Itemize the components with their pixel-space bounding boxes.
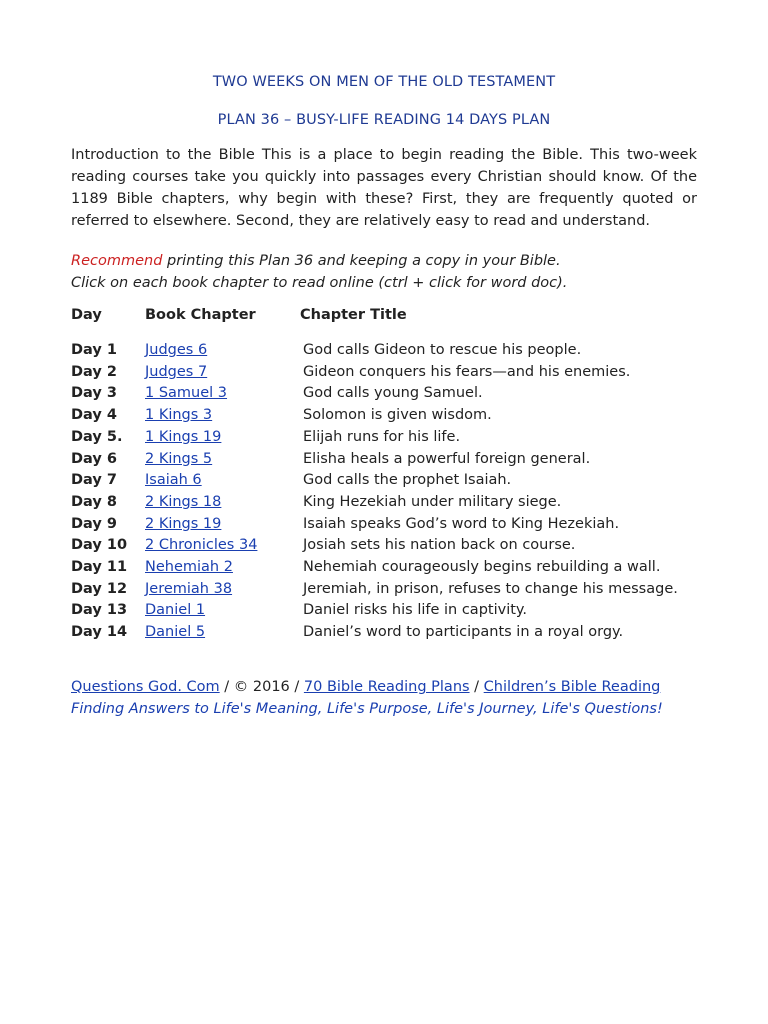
footer-separator: / © 2016 / xyxy=(219,678,304,695)
day-label: Day 7 xyxy=(71,472,117,489)
book-chapter-link[interactable]: 2 Kings 18 xyxy=(145,493,222,510)
header-book-chapter: Book Chapter xyxy=(145,307,256,323)
book-chapter-link[interactable]: Nehemiah 2 xyxy=(145,559,233,576)
book-chapter-link[interactable]: Judges 7 xyxy=(145,363,208,380)
footer-links xyxy=(71,676,697,698)
book-chapter-cell xyxy=(145,514,300,536)
document-title: TWO WEEKS ON MEN OF THE OLD TESTAMENT xyxy=(212,74,556,90)
chapter-title: Gideon conquers his fears—and his enemies. xyxy=(303,363,631,380)
footer-separator: / xyxy=(469,678,484,695)
table-row xyxy=(71,362,697,384)
day-label: Day 4 xyxy=(71,407,117,424)
book-chapter-link[interactable]: 1 Kings 3 xyxy=(145,407,213,424)
document-page xyxy=(71,72,697,720)
chapter-title: Elisha heals a powerful foreign general. xyxy=(303,450,591,467)
chapter-title: King Hezekiah under military siege. xyxy=(303,493,562,510)
table-row xyxy=(71,600,697,622)
table-row xyxy=(71,557,697,579)
book-chapter-cell xyxy=(145,427,300,449)
chapter-title: Josiah sets his nation back on course. xyxy=(303,537,576,554)
recommend-note xyxy=(71,250,697,294)
book-chapter-link[interactable]: 1 Samuel 3 xyxy=(145,385,228,402)
book-chapter-cell xyxy=(145,383,300,405)
table-row xyxy=(71,622,697,644)
chapter-title: Isaiah speaks God’s word to King Hezekiah. xyxy=(303,515,620,532)
table-row xyxy=(71,514,697,536)
header-chapter-title: Chapter Title xyxy=(300,307,407,323)
chapter-title: Nehemiah courageously begins rebuilding a wall. xyxy=(303,559,661,576)
book-chapter-cell xyxy=(145,470,300,492)
day-label: Day 5. xyxy=(71,428,123,445)
book-chapter-cell xyxy=(145,535,300,557)
chapter-title: God calls the prophet Isaiah. xyxy=(303,472,512,489)
book-chapter-cell xyxy=(145,405,300,427)
book-chapter-link[interactable]: 2 Chronicles 34 xyxy=(145,537,258,554)
table-row xyxy=(71,427,697,449)
table-row xyxy=(71,492,697,514)
table-body xyxy=(71,340,697,644)
table-row xyxy=(71,535,697,557)
book-chapter-cell xyxy=(145,340,300,362)
book-chapter-cell xyxy=(145,622,300,644)
header-day: Day xyxy=(71,307,102,323)
book-chapter-link[interactable]: 2 Kings 19 xyxy=(145,515,222,532)
book-chapter-link[interactable]: Judges 6 xyxy=(145,342,208,358)
book-chapter-cell xyxy=(145,557,300,579)
chapter-title: God calls Gideon to rescue his people. xyxy=(303,342,582,358)
book-chapter-cell xyxy=(145,579,300,601)
table-header xyxy=(71,304,697,326)
recommend-line xyxy=(71,250,697,272)
book-chapter-link[interactable]: 2 Kings 5 xyxy=(145,450,213,467)
book-chapter-cell xyxy=(145,600,300,622)
chapter-title: God calls young Samuel. xyxy=(303,385,483,402)
recommend-rest: printing this Plan 36 and keeping a copy in your Bible. xyxy=(162,253,561,269)
day-label: Day 1 xyxy=(71,342,117,358)
plan-subtitle: PLAN 36 – BUSY-LIFE READING 14 DAYS PLAN xyxy=(217,112,551,128)
book-chapter-link[interactable]: 1 Kings 19 xyxy=(145,428,222,445)
day-label: Day 9 xyxy=(71,515,117,532)
intro-paragraph: Introduction to the Bible This is a place to begin reading the Bible. This two-week reading courses take you quickly into passages every Christian should know. Of the 1189 Bible chapters, why begin with these? First, they are frequently quoted or referred to elsewhere. Second, they are relatively easy to read and understand. xyxy=(71,147,697,229)
day-label: Day 3 xyxy=(71,385,117,402)
book-chapter-cell xyxy=(145,492,300,514)
chapter-title: Daniel risks his life in captivity. xyxy=(303,602,528,619)
footer xyxy=(71,676,697,720)
recommend-word: Recommend xyxy=(71,253,163,269)
chapter-title: Jeremiah, in prison, refuses to change his message. xyxy=(303,580,678,597)
day-label: Day 8 xyxy=(71,493,117,510)
childrens-bible-link[interactable]: Children’s Bible Reading xyxy=(483,678,661,695)
table-row xyxy=(71,579,697,601)
chapter-title: Daniel’s word to participants in a royal orgy. xyxy=(303,624,624,641)
book-chapter-link[interactable]: Isaiah 6 xyxy=(145,472,202,489)
reading-plans-link[interactable]: 70 Bible Reading Plans xyxy=(303,678,470,695)
table-row xyxy=(71,383,697,405)
book-chapter-cell xyxy=(145,449,300,471)
day-label: Day 13 xyxy=(71,602,128,619)
reading-plan-table xyxy=(71,304,697,644)
table-row xyxy=(71,340,697,362)
questions-god-link[interactable]: Questions God. Com xyxy=(71,678,220,695)
book-chapter-link[interactable]: Jeremiah 38 xyxy=(145,580,233,597)
table-row xyxy=(71,449,697,471)
day-label: Day 2 xyxy=(71,363,117,380)
day-label: Day 12 xyxy=(71,580,128,597)
footer-tagline: Finding Answers to Life's Meaning, Life's Purpose, Life's Journey, Life's Questions! xyxy=(71,700,663,717)
book-chapter-cell xyxy=(145,362,300,384)
day-label: Day 6 xyxy=(71,450,117,467)
day-label: Day 14 xyxy=(71,624,128,641)
book-chapter-link[interactable]: Daniel 5 xyxy=(145,624,206,641)
book-chapter-link[interactable]: Daniel 1 xyxy=(145,602,206,619)
chapter-title: Solomon is given wisdom. xyxy=(303,407,492,424)
day-label: Day 10 xyxy=(71,537,128,554)
click-instruction: Click on each book chapter to read online (ctrl + click for word doc). xyxy=(71,275,568,291)
table-row xyxy=(71,405,697,427)
chapter-title: Elijah runs for his life. xyxy=(303,428,461,445)
day-label: Day 11 xyxy=(71,559,128,576)
table-row xyxy=(71,470,697,492)
